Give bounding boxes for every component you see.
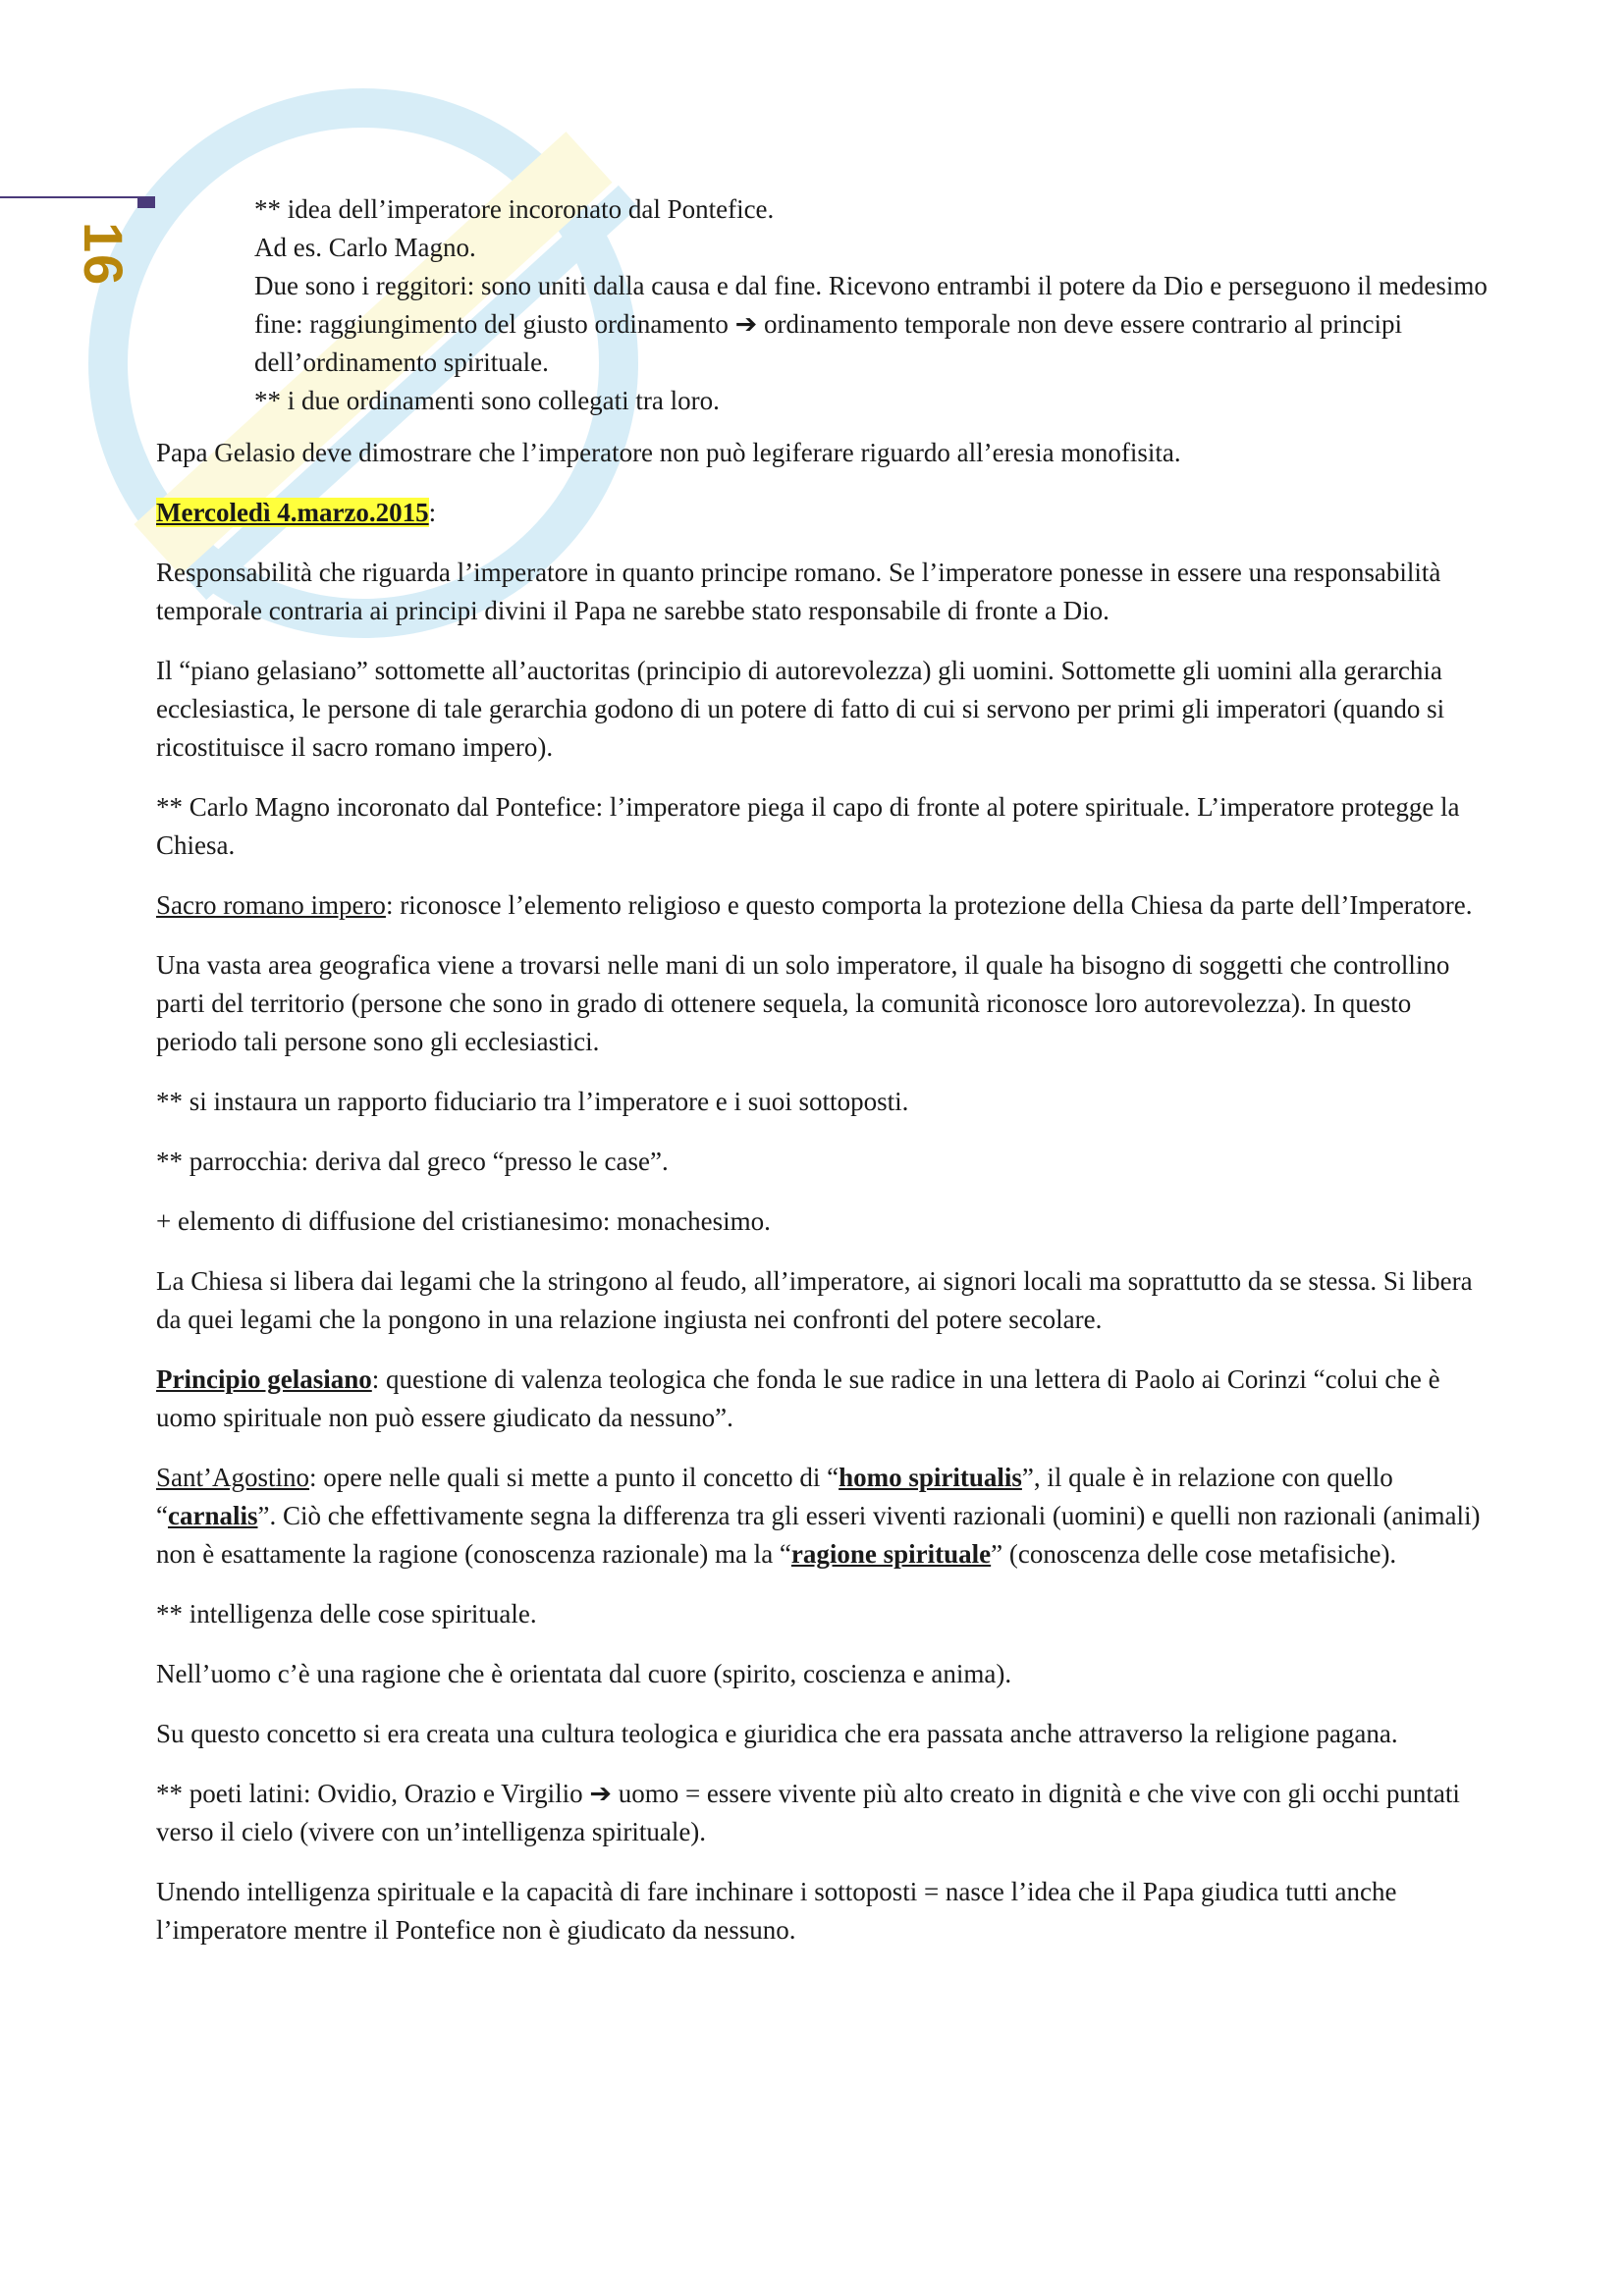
indent-line: ** i due ordinamenti sono collegati tra loro. [254,386,720,415]
paragraph: ** poeti latini: Ovidio, Orazio e Virgilio ➔ uomo = essere vivente più alto creato in dignità e che vive con gli occhi puntati verso il cielo (vivere con un’intelligenza spirituale). [156,1779,1460,1846]
term: ragione spirituale [790,1539,992,1569]
indent-line: Ad es. Carlo Magno. [254,233,476,262]
paragraph: ** Carlo Magno incoronato dal Pontefice: l’imperatore piega il capo di fronte al potere spirituale. L’imperatore protegge la Chiesa. [156,792,1460,860]
term: Principio gelasiano [156,1364,372,1394]
paragraph: Sant’Agostino: opere nelle quali si mette a punto il concetto di “homo spiritualis”, il quale è in relazione con quello “carnalis”. Ciò che effettivamente segna la differenza tra gli esseri viventi razionali (uomini) e quelli non razionali (animali) non è esattamente la ragione (conoscenza razionale) ma la “ragione spirituale” (conoscenza delle cose metafisiche). [156,1463,1481,1569]
term: Sant’Agostino [156,1463,310,1492]
paragraph: ** intelligenza delle cose spirituale. [156,1599,537,1629]
header-rule [0,196,155,198]
date-heading: Mercoledì 4.marzo.2015: [156,498,437,527]
paragraph: Su questo concetto si era creata una cultura teologica e giuridica che era passata anche attraverso la religione pagana. [156,1719,1398,1748]
indent-line: Due sono i reggitori: sono uniti dalla causa e dal fine. Ricevono entrambi il potere da Dio e perseguono il medesimo fine: raggiungimento del giusto ordinamento ➔ ordinamento temporale non deve essere contrario al principi dell’ordinamento spirituale. [254,271,1488,377]
date-label: Mercoledì 4.marzo.2015 [156,498,429,527]
page-number: 16 [73,222,135,288]
indented-block [156,190,1491,420]
paragraph: + elemento di diffusione del cristianesimo: monachesimo. [156,1206,771,1236]
arrow-icon: ➔ [589,1779,612,1809]
header-rule-tab [137,196,155,208]
page-body [156,190,1491,1971]
paragraph: Nell’uomo c’è una ragione che è orientata dal cuore (spirito, coscienza e anima). [156,1659,1012,1688]
indent-line: ** idea dell’imperatore incoronato dal Pontefice. [254,194,775,224]
paragraph: Responsabilità che riguarda l’imperatore in quanto principe romano. Se l’imperatore ponesse in essere una responsabilità temporale contraria ai principi divini il Papa ne sarebbe stato responsabile di fronte a Dio. [156,558,1441,625]
paragraph: Principio gelasiano: questione di valenza teologica che fonda le sue radice in una lettera di Paolo ai Corinzi “colui che è uomo spirituale non può essere giudicato da nessuno”. [156,1364,1440,1432]
paragraph: Il “piano gelasiano” sottomette all’auctoritas (principio di autorevolezza) gli uomini. Sottomette gli uomini alla gerarchia ecclesiastica, le persone di tale gerarchia godono di un potere di fatto di cui si servono per primi gli imperatori (quando si ricostituisce il sacro romano impero). [156,656,1445,762]
paragraph: Papa Gelasio deve dimostrare che l’imperatore non può legiferare riguardo all’eresia monofisita. [156,438,1181,467]
term: Sacro romano impero [156,890,386,920]
paragraph: Unendo intelligenza spirituale e la capacità di fare inchinare i sottoposti = nasce l’idea che il Papa giudica tutti anche l’imperatore mentre il Pontefice non è giudicato da nessuno. [156,1877,1397,1945]
arrow-icon: ➔ [734,309,758,340]
term: carnalis [167,1501,258,1530]
paragraph: La Chiesa si libera dai legami che la stringono al feudo, all’imperatore, ai signori locali ma soprattutto da se stessa. Si libera da quei legami che la pongono in una relazione ingiusta nei confronti del potere secolare. [156,1266,1473,1334]
paragraph: ** si instaura un rapporto fiduciario tra l’imperatore e i suoi sottoposti. [156,1087,909,1116]
paragraph: Una vasta area geografica viene a trovarsi nelle mani di un solo imperatore, il quale ha bisogno di soggetti che controllino parti del territorio (persone che sono in grado di ottenere sequela, la comunità riconosce loro autorevolezza). In questo periodo tali persone sono gli ecclesiastici. [156,950,1450,1056]
term: homo spiritualis [839,1463,1022,1492]
paragraph: ** parrocchia: deriva dal greco “presso le case”. [156,1147,669,1176]
paragraph: Sacro romano impero: riconosce l’elemento religioso e questo comporta la protezione della Chiesa da parte dell’Imperatore. [156,890,1473,920]
